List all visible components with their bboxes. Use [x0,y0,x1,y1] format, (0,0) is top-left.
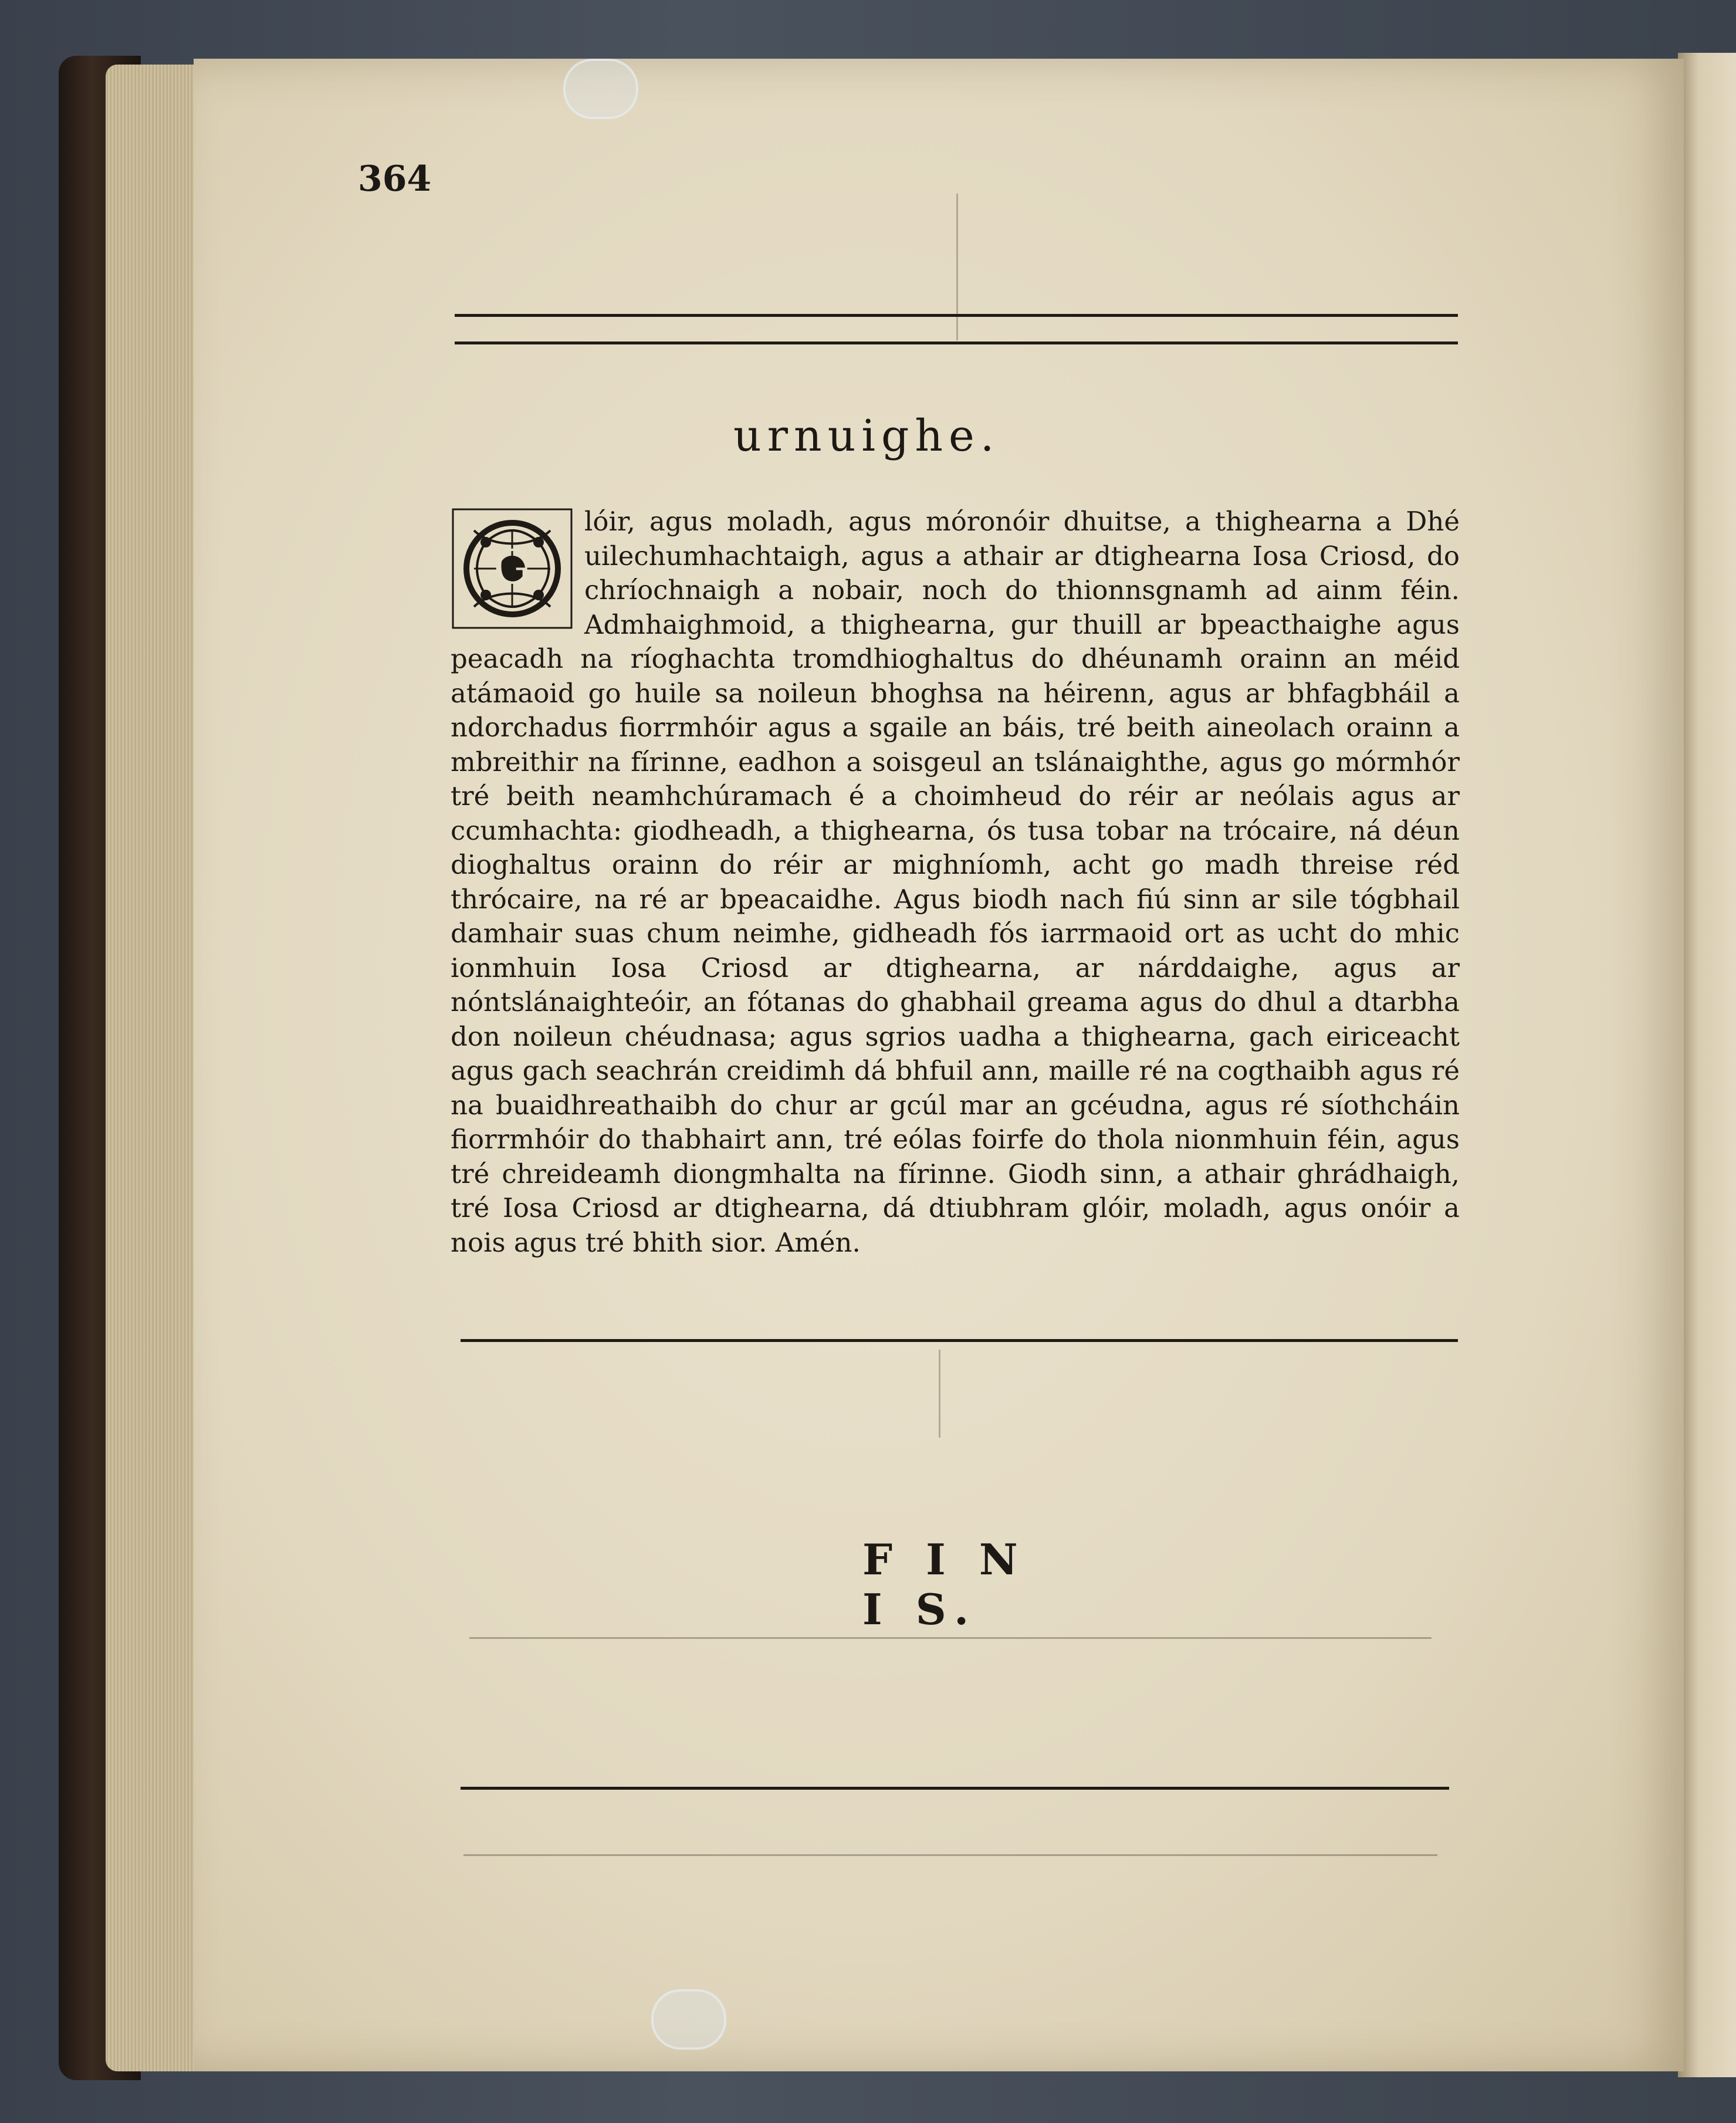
page-number: 364 [358,158,432,200]
facing-page-edge [1678,53,1736,2077]
prayer-text-block [451,505,1460,1260]
header-rule-top [455,314,1458,317]
page-clip-bottom [651,1989,726,2050]
drop-cap-letter: G [493,540,531,594]
closing-rule-2 [461,1787,1449,1790]
section-heading: urnuighe. [733,411,1000,461]
show-through-column-rule-bottom [939,1350,940,1438]
closing-rule-1 [461,1339,1458,1342]
show-through-column-rule-top [956,194,958,340]
header-rule-bottom [455,342,1458,344]
page-clip-top [563,59,638,119]
show-through-bottom [458,1620,1455,1901]
show-through-rule-2 [463,1854,1437,1856]
show-through-rule-1 [469,1637,1432,1639]
prayer-text: lóir, agus moladh, agus móronóir dhuitse, a thighearna a Dhé uilechumhachtaigh, agus a athair ar dtighearna Iosa Criosd, do chríochnaigh a nobair, noch do thionnsgnamh ad ainm féin. Admhaighmoid, a thighearna, gur thuill ar bpeacthaighe agus peacadh na ríoghachta tromdhioghaltus do dhéunamh orainn an méid atámaoid go huile sa noileun bhoghsa na héirenn, agus ar bhfagbháil a ndorchadus fiorrmhóir agus a sgaile an báis, tré beith aineolach orainn a mbreithir na fírinne, eadhon a soisgeul an tslánaighthe, agus go mórmhór tré beith neamhchúramach é a choimheud do réir ar neólais agus ar ccumhachta: giodheadh, a thighearna, ós tusa tobar na trócaire, ná déun dioghaltus orainn do réir ar mighníomh, acht go madh threise réd thrócaire, na ré ar bpeacaidhe. Agus biodh nach fiú sinn ar sile tógbhail damhair suas chum neimhe, gidheadh fós iarrmaoid ort as ucht do mhic ionmhuin Iosa Criosd ar dtighearna, ar nárddaighe, agus ar nóntslánaighteóir, an fótanas do ghabhail greama agus do dhul a dtarbha don noileun chéudnasa; agus sgrios uadha a thighearna, gach eiriceacht agus gach seachrán creidimh dá bhfuil ann, maille ré na cogthaibh agus ré na buaidhreathaibh do chur ar gcúl mar an gcéudna, agus ré síothcháin fiorrmhóir do thabhairt ann, tré eólas foirfe do thola nionmhuin féin, agus tré chreideamh diongmhalta na fírinne. Giodh sinn, a athair ghrádhaigh, tré Iosa Criosd ar dtighearna, dá dtiubhram glóir, moladh, agus onóir a nois agus tré bhith sior. Amén. [451,506,1460,1258]
decorated-initial-icon [451,507,574,630]
finis-ornament: F I N I S. [862,1534,1027,1634]
